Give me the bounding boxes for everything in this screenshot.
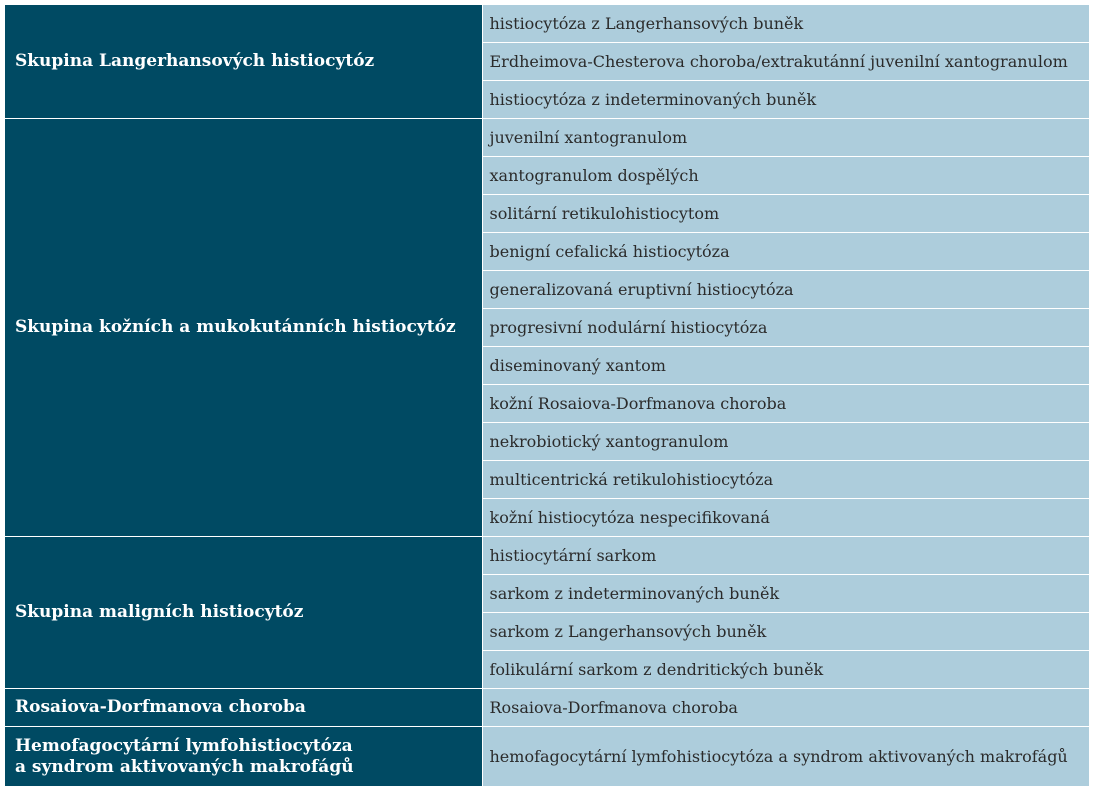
item-cell: folikulární sarkom z dendritických buněk (482, 651, 1089, 689)
item-cell: Erdheimova-Chesterova choroba/extrakutánní juvenilní xantogranulom (482, 43, 1089, 81)
group-name-cell: Skupina maligních histiocytóz (5, 537, 482, 689)
item-cell: hemofagocytární lymfohistiocytóza a syndrom aktivovaných makrofágů (482, 727, 1089, 787)
group-name-cell (5, 727, 482, 787)
histiocytosis-classification-table (5, 5, 1089, 786)
group-name-line: a syndrom aktivovaných makrofágů (15, 756, 354, 777)
table-row (5, 689, 1089, 727)
item-cell: xantogranulom dospělých (482, 157, 1089, 195)
table-row (5, 537, 1089, 575)
table-row (5, 5, 1089, 43)
item-cell: sarkom z indeterminovaných buněk (482, 575, 1089, 613)
item-cell: sarkom z Langerhansových buněk (482, 613, 1089, 651)
item-cell: benigní cefalická histiocytóza (482, 233, 1089, 271)
group-name-cell: Rosaiova-Dorfmanova choroba (5, 689, 482, 727)
item-cell: diseminovaný xantom (482, 347, 1089, 385)
group-name-cell: Skupina Langerhansových histiocytóz (5, 5, 482, 119)
item-cell: progresivní nodulární histiocytóza (482, 309, 1089, 347)
item-cell: kožní Rosaiova-Dorfmanova choroba (482, 385, 1089, 423)
item-cell: histiocytóza z Langerhansových buněk (482, 5, 1089, 43)
item-cell: multicentrická retikulohistiocytóza (482, 461, 1089, 499)
item-cell: histiocytární sarkom (482, 537, 1089, 575)
item-cell: Rosaiova-Dorfmanova choroba (482, 689, 1089, 727)
item-cell: histiocytóza z indeterminovaných buněk (482, 81, 1089, 119)
item-cell: solitární retikulohistiocytom (482, 195, 1089, 233)
table-body (5, 5, 1089, 786)
item-cell: generalizovaná eruptivní histiocytóza (482, 271, 1089, 309)
table-row (5, 727, 1089, 787)
item-cell: nekrobiotický xantogranulom (482, 423, 1089, 461)
item-cell: juvenilní xantogranulom (482, 119, 1089, 157)
group-name-cell: Skupina kožních a mukokutánních histiocytóz (5, 119, 482, 537)
group-name-line: Hemofagocytární lymfohistiocytóza (15, 735, 353, 756)
item-cell: kožní histiocytóza nespecifikovaná (482, 499, 1089, 537)
table-row (5, 119, 1089, 157)
